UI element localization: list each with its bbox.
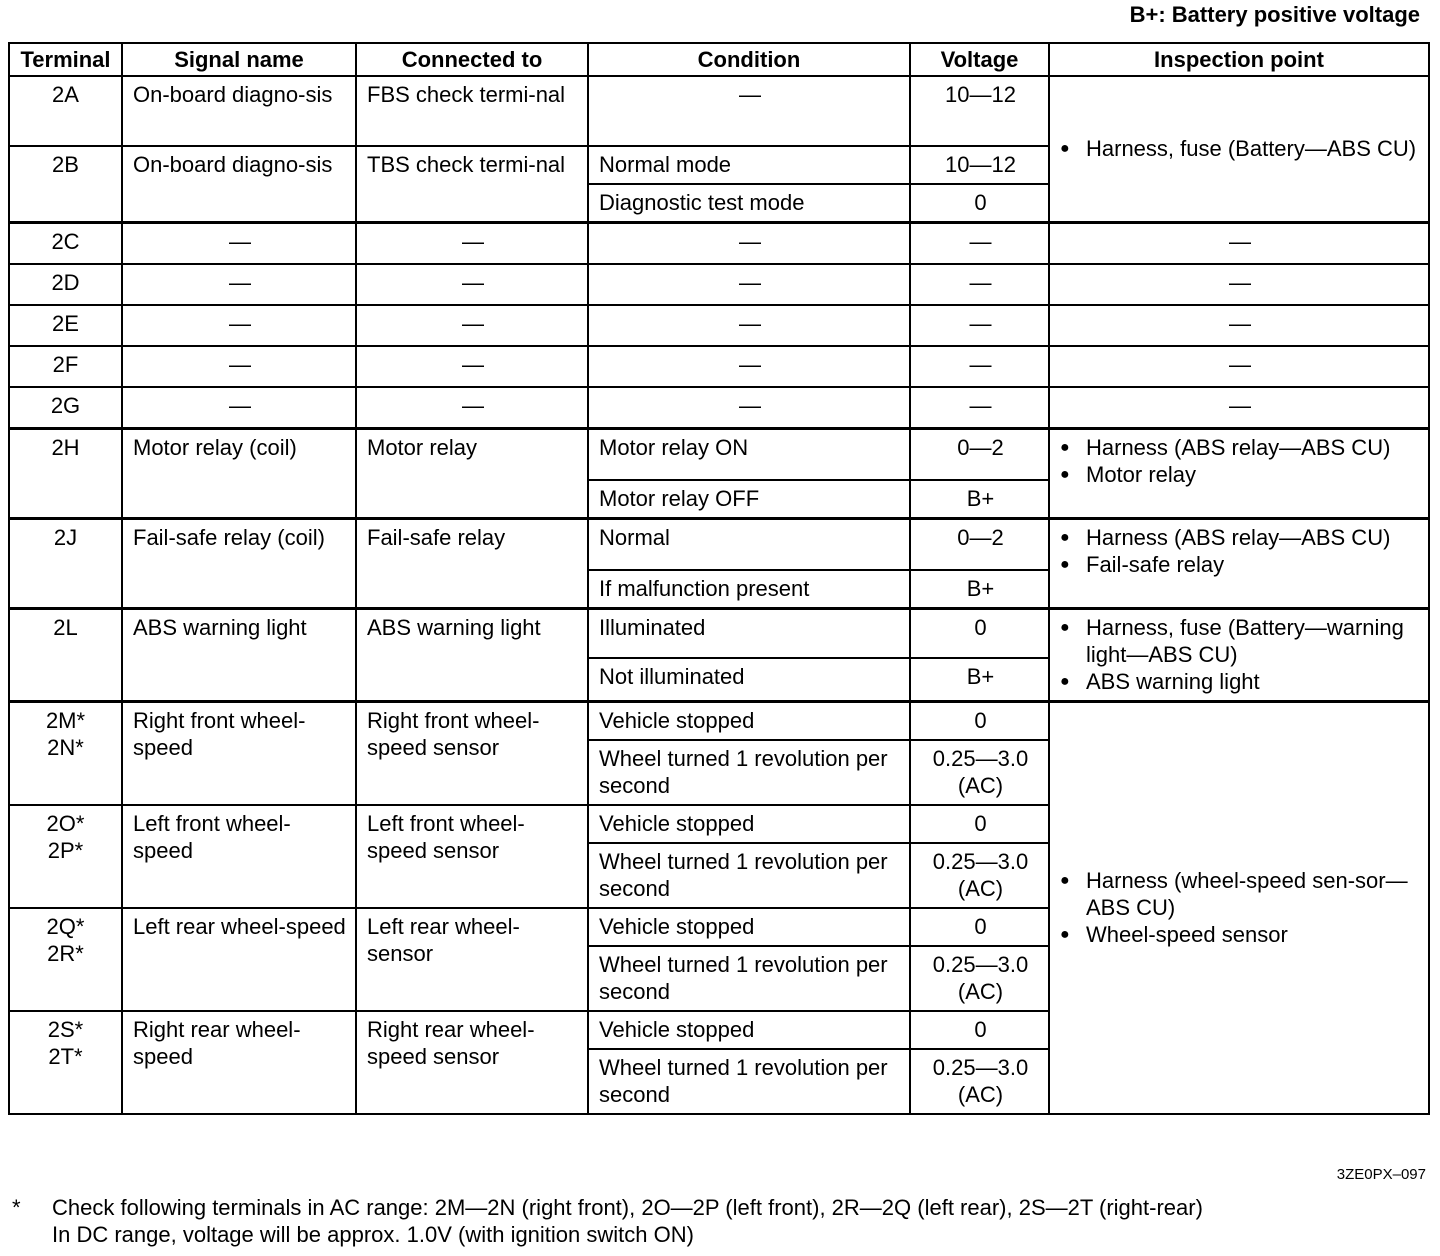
list-item: ● Harness, fuse (Battery—ABS CU): [1060, 136, 1417, 161]
bullet-icon: ●: [1060, 140, 1070, 157]
condition-cell: Vehicle stopped: [588, 702, 910, 741]
list-item: ● Motor relay: [1060, 462, 1197, 487]
voltage-cell: —: [910, 223, 1049, 265]
terminal-cell: 2F: [9, 346, 122, 387]
signal-cell: Left rear wheel-speed: [122, 908, 356, 1011]
inspection-cell: [1049, 702, 1429, 1115]
list-item: ● Fail-safe relay: [1060, 552, 1225, 577]
condition-cell: Normal: [588, 519, 910, 571]
table-row: [9, 264, 1429, 305]
signal-cell: ABS warning light: [122, 609, 356, 702]
table-row: [9, 429, 1429, 481]
terminal-cell: 2J: [9, 519, 122, 609]
connected-cell: FBS check termi-nal: [356, 76, 588, 146]
signal-cell: —: [122, 223, 356, 265]
footnote-line: In DC range, voltage will be approx. 1.0V (with ignition switch ON): [52, 1222, 694, 1247]
table-row: [9, 609, 1429, 659]
voltage-cell: —: [910, 264, 1049, 305]
connected-cell: Left front wheel-speed sensor: [356, 805, 588, 908]
table-row: [9, 519, 1429, 571]
table-row: [9, 387, 1429, 429]
table-row: [9, 702, 1429, 741]
terminal-label: 2O*: [46, 811, 85, 836]
terminal-label: 2P*: [47, 838, 84, 863]
bullet-icon: ●: [1060, 556, 1070, 573]
legend-text: B+: Battery positive voltage: [1129, 2, 1420, 27]
condition-cell: Vehicle stopped: [588, 1011, 910, 1049]
condition-cell: Motor relay ON: [588, 429, 910, 481]
bullet-icon: ●: [1060, 466, 1070, 483]
figure-code: 3ZE0PX–097: [1336, 1166, 1426, 1183]
condition-cell: Motor relay OFF: [588, 480, 910, 519]
terminal-cell: [9, 1011, 122, 1114]
connected-cell: Fail-safe relay: [356, 519, 588, 609]
voltage-cell: 0—2: [910, 429, 1049, 481]
bullet-icon: ●: [1060, 926, 1070, 943]
voltage-cell: 0: [910, 805, 1049, 843]
list-item: ● Harness (ABS relay—ABS CU): [1060, 435, 1391, 460]
condition-cell: Vehicle stopped: [588, 908, 910, 946]
header-terminal: Terminal: [9, 43, 122, 76]
signal-cell: On-board diagno-sis: [122, 76, 356, 146]
terminal-cell: 2L: [9, 609, 122, 702]
footnote-marker: *: [12, 1195, 21, 1220]
inspection-cell: —: [1049, 387, 1429, 429]
inspection-cell: —: [1049, 223, 1429, 265]
voltage-cell: —: [910, 387, 1049, 429]
terminal-cell: 2A: [9, 76, 122, 146]
voltage-cell: 0.25—3.0 (AC): [910, 1049, 1049, 1114]
connected-cell: —: [356, 223, 588, 265]
connected-cell: —: [356, 305, 588, 346]
connected-cell: Right front wheel-speed sensor: [356, 702, 588, 806]
terminal-label: 2M*: [45, 708, 86, 733]
condition-cell: —: [588, 264, 910, 305]
connected-cell: Right rear wheel-speed sensor: [356, 1011, 588, 1114]
condition-cell: —: [588, 305, 910, 346]
terminal-cell: 2E: [9, 305, 122, 346]
condition-cell: Illuminated: [588, 609, 910, 659]
voltage-cell: 0.25—3.0 (AC): [910, 843, 1049, 908]
condition-cell: Wheel turned 1 revolution per second: [588, 946, 910, 1011]
condition-cell: —: [588, 76, 910, 146]
inspection-cell: —: [1049, 346, 1429, 387]
inspection-cell: —: [1049, 305, 1429, 346]
terminal-cell: [9, 702, 122, 806]
header-signal-name: Signal name: [122, 43, 356, 76]
voltage-cell: —: [910, 305, 1049, 346]
signal-cell: —: [122, 346, 356, 387]
signal-cell: Right rear wheel-speed: [122, 1011, 356, 1114]
table-row: [9, 76, 1429, 146]
voltage-cell: —: [910, 346, 1049, 387]
connected-cell: —: [356, 346, 588, 387]
inspection-cell: —: [1049, 264, 1429, 305]
condition-cell: If malfunction present: [588, 570, 910, 609]
condition-cell: Not illuminated: [588, 658, 910, 702]
condition-cell: —: [588, 346, 910, 387]
voltage-cell: 0—2: [910, 519, 1049, 571]
voltage-cell: 10—12: [910, 146, 1049, 184]
voltage-cell: 0: [910, 702, 1049, 741]
condition-cell: Wheel turned 1 revolution per second: [588, 843, 910, 908]
bullet-icon: ●: [1060, 872, 1070, 889]
header-voltage: Voltage: [910, 43, 1049, 76]
bullet-icon: ●: [1060, 673, 1070, 690]
terminal-label: 2R*: [47, 941, 84, 966]
header-row: [9, 43, 1429, 76]
condition-cell: Diagnostic test mode: [588, 184, 910, 223]
terminal-label: 2N*: [47, 735, 84, 760]
condition-cell: —: [588, 223, 910, 265]
terminal-cell: [9, 908, 122, 1011]
table-row: [9, 305, 1429, 346]
bullet-icon: ●: [1060, 619, 1070, 636]
bullet-icon: ●: [1060, 529, 1070, 546]
condition-cell: Vehicle stopped: [588, 805, 910, 843]
condition-cell: Wheel turned 1 revolution per second: [588, 740, 910, 805]
terminal-label: 2T*: [48, 1044, 83, 1069]
connected-cell: TBS check termi-nal: [356, 146, 588, 223]
table-row: [9, 346, 1429, 387]
header-connected-to: Connected to: [356, 43, 588, 76]
condition-cell: Wheel turned 1 revolution per second: [588, 1049, 910, 1114]
voltage-cell: 0: [910, 184, 1049, 223]
footnote: [12, 1194, 1392, 1248]
inspection-cell: [1049, 429, 1429, 519]
connected-cell: —: [356, 264, 588, 305]
signal-cell: Fail-safe relay (coil): [122, 519, 356, 609]
condition-cell: Normal mode: [588, 146, 910, 184]
connected-cell: Motor relay: [356, 429, 588, 519]
voltage-cell: 0.25—3.0 (AC): [910, 946, 1049, 1011]
inspection-cell: [1049, 609, 1429, 702]
voltage-cell: 10—12: [910, 76, 1049, 146]
terminal-cell: 2D: [9, 264, 122, 305]
header-inspection-point: Inspection point: [1049, 43, 1429, 76]
signal-cell: —: [122, 387, 356, 429]
terminal-label: 2S*: [47, 1017, 84, 1042]
inspection-cell: [1049, 519, 1429, 609]
list-item: ● Harness, fuse (Battery—warning light—ABS CU): [1060, 615, 1404, 667]
terminal-cell: 2H: [9, 429, 122, 519]
signal-cell: On-board diagno-sis: [122, 146, 356, 223]
signal-cell: Left front wheel-speed: [122, 805, 356, 908]
signal-cell: Motor relay (coil): [122, 429, 356, 519]
terminal-cell: 2C: [9, 223, 122, 265]
list-item: ● Harness (wheel-speed sen-sor—ABS CU): [1060, 868, 1408, 920]
list-item: ● ABS warning light: [1060, 669, 1260, 694]
voltage-cell: B+: [910, 570, 1049, 609]
connected-cell: ABS warning light: [356, 609, 588, 702]
connected-cell: Left rear wheel-sensor: [356, 908, 588, 1011]
voltage-cell: 0.25—3.0 (AC): [910, 740, 1049, 805]
terminal-cell: 2G: [9, 387, 122, 429]
signal-cell: —: [122, 305, 356, 346]
voltage-cell: B+: [910, 480, 1049, 519]
terminal-cell: [9, 805, 122, 908]
voltage-cell: B+: [910, 658, 1049, 702]
terminal-table: [8, 42, 1430, 1115]
list-item: ● Wheel-speed sensor: [1060, 922, 1288, 947]
terminal-label: 2Q*: [46, 914, 85, 939]
signal-cell: Right front wheel-speed: [122, 702, 356, 806]
signal-cell: —: [122, 264, 356, 305]
bullet-icon: ●: [1060, 439, 1070, 456]
connected-cell: —: [356, 387, 588, 429]
voltage-cell: 0: [910, 908, 1049, 946]
footnote-line: Check following terminals in AC range: 2M—2N (right front), 2O—2P (left front), 2R—2Q (left rear), 2S—2T (right-rear): [52, 1195, 1203, 1220]
terminal-cell: 2B: [9, 146, 122, 223]
voltage-cell: 0: [910, 1011, 1049, 1049]
condition-cell: —: [588, 387, 910, 429]
inspection-cell: [1049, 76, 1429, 223]
list-item: ● Harness (ABS relay—ABS CU): [1060, 525, 1391, 550]
header-condition: Condition: [588, 43, 910, 76]
table-row: [9, 223, 1429, 265]
voltage-cell: 0: [910, 609, 1049, 659]
